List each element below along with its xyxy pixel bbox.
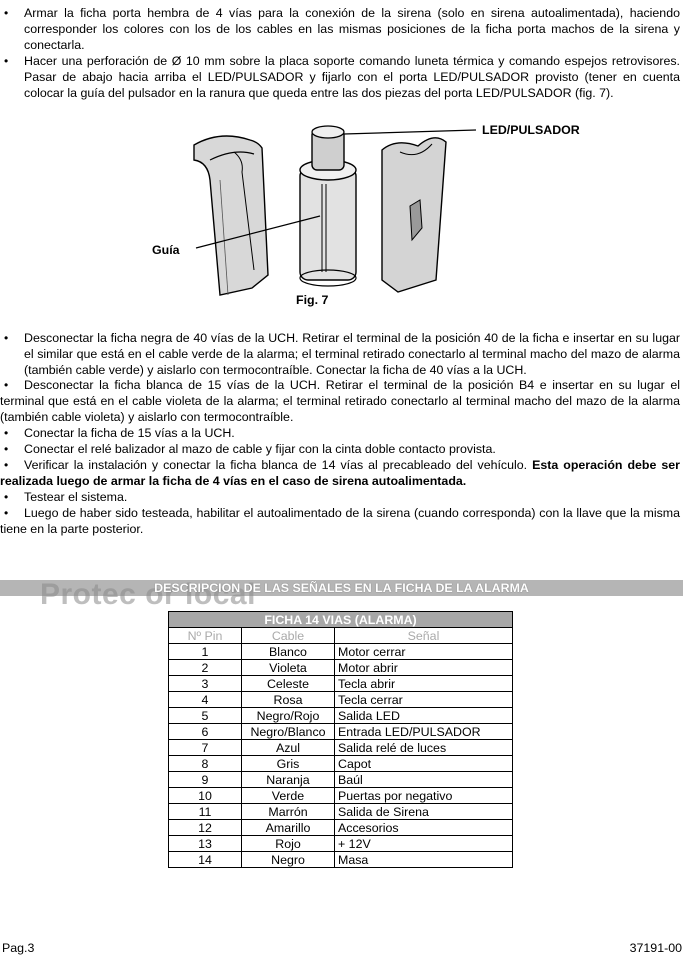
step-bold-note: Esta operación debe ser realizada luego de armar la ficha de 4 vías en el caso de sirena autoalimentada.	[0, 458, 680, 488]
table-row	[169, 772, 513, 788]
cell-pin: 11	[169, 804, 242, 820]
table-row	[169, 708, 513, 724]
table-row	[169, 660, 513, 676]
cell-pin: 3	[169, 676, 242, 692]
table-row	[169, 676, 513, 692]
figure-caption: Fig. 7	[296, 293, 329, 307]
cell-cable: Naranja	[242, 772, 335, 788]
table-row	[169, 756, 513, 772]
step-item	[0, 489, 680, 505]
cell-pin: 10	[169, 788, 242, 804]
cell-cable: Celeste	[242, 676, 335, 692]
banner-ghost-text: Protec or local	[40, 578, 256, 611]
step-text: Testear el sistema.	[24, 490, 128, 504]
led-pulsador-illustration	[150, 120, 610, 320]
cell-cable: Gris	[242, 756, 335, 772]
table-row	[169, 692, 513, 708]
cell-cable: Amarillo	[242, 820, 335, 836]
cell-cable: Rosa	[242, 692, 335, 708]
cell-pin: 8	[169, 756, 242, 772]
pin-table	[168, 611, 513, 868]
cell-senal: Salida LED	[335, 708, 513, 724]
cell-pin: 14	[169, 852, 242, 868]
cell-pin: 4	[169, 692, 242, 708]
cell-pin: 1	[169, 644, 242, 660]
bullet-dot: •	[4, 442, 9, 456]
page-number: Pag.3	[2, 941, 35, 955]
step-text: Desconectar la ficha blanca de 15 vías de la UCH. Retirar el terminal de la posición B4 e insertar en su lugar el terminal que está en el cable violeta de la alarma; el terminal retirado conectarlo al terminal macho del mazo de la alarma (también cable violeta) y aislarlo con termocontraíble.	[0, 378, 680, 424]
table-row	[169, 820, 513, 836]
cell-senal: Tecla cerrar	[335, 692, 513, 708]
cell-pin: 13	[169, 836, 242, 852]
table-row	[169, 740, 513, 756]
cell-senal: Capot	[335, 756, 513, 772]
column-header-cable: Cable	[242, 628, 335, 644]
table-title: FICHA 14 VIAS (ALARMA)	[169, 612, 513, 628]
bullet-dot: •	[4, 6, 9, 20]
step-item	[0, 377, 680, 425]
table-row	[169, 804, 513, 820]
table-row	[169, 788, 513, 804]
label-guia: Guía	[152, 243, 180, 257]
cell-cable: Violeta	[242, 660, 335, 676]
step-text: Luego de haber sido testeada, habilitar el autoalimentado de la sirena (cuando corresponda) con la llave que la misma tiene en la parte posterior.	[0, 506, 680, 536]
column-header-senal: Señal	[335, 628, 513, 644]
step-text: Conectar el relé balizador al mazo de cable y fijar con la cinta doble contacto provista.	[24, 442, 496, 456]
cell-cable: Azul	[242, 740, 335, 756]
table-row	[169, 852, 513, 868]
cell-senal: Salida relé de luces	[335, 740, 513, 756]
table-row	[169, 644, 513, 660]
column-header-pin: Nº Pin	[169, 628, 242, 644]
cell-cable: Negro/Rojo	[242, 708, 335, 724]
cell-senal: Puertas por negativo	[335, 788, 513, 804]
cell-senal: Motor cerrar	[335, 644, 513, 660]
cell-pin: 2	[169, 660, 242, 676]
cell-pin: 12	[169, 820, 242, 836]
step-text: Verificar la instalación y conectar la ficha blanca de 14 vías al precableado del vehículo.	[24, 458, 528, 472]
cell-cable: Verde	[242, 788, 335, 804]
bullet-item	[0, 5, 680, 53]
bullet-dot: •	[4, 54, 9, 68]
step-item	[0, 457, 680, 489]
step-text: Desconectar la ficha negra de 40 vías de la UCH. Retirar el terminal de la posición 40 de la ficha e insertar en su lugar el similar que está en el cable verde de la alarma; el terminal retirado conectarlo al terminal macho del mazo de alarma (también cable verde) y aislarlo con termocontraíble. Conectar la ficha de 40 vías a la UCH.	[24, 331, 680, 377]
cell-pin: 9	[169, 772, 242, 788]
bullet-text: Armar la ficha porta hembra de 4 vías para la conexión de la sirena (solo en sirena autoalimentada), haciendo corresponder los colores con los de los cables en las mismas posiciones de la ficha porta machos de la sirena y conectarla.	[24, 6, 680, 52]
table-row	[169, 836, 513, 852]
step-item	[0, 425, 680, 441]
section-title: DESCRIPCION DE LAS SEÑALES EN LA FICHA DE LA ALARMA	[154, 581, 529, 595]
cell-pin: 7	[169, 740, 242, 756]
cell-cable: Blanco	[242, 644, 335, 660]
step-item	[0, 441, 680, 457]
cell-pin: 6	[169, 724, 242, 740]
step-item	[0, 330, 680, 378]
cell-pin: 5	[169, 708, 242, 724]
document-code: 37191-00	[629, 941, 682, 955]
cell-senal: Masa	[335, 852, 513, 868]
cell-cable: Marrón	[242, 804, 335, 820]
bullet-dot: •	[4, 331, 9, 345]
bullet-dot: •	[4, 458, 9, 472]
bullet-item	[0, 53, 680, 101]
bullet-dot: •	[4, 426, 9, 440]
cell-senal: Baúl	[335, 772, 513, 788]
cell-cable: Negro	[242, 852, 335, 868]
cell-senal: + 12V	[335, 836, 513, 852]
table-body	[169, 644, 513, 868]
bullet-dot: •	[4, 506, 9, 520]
step-text: Conectar la ficha de 15 vías a la UCH.	[24, 426, 235, 440]
label-led-pulsador: LED/PULSADOR	[482, 123, 580, 137]
cell-cable: Negro/Blanco	[242, 724, 335, 740]
bullet-text: Hacer una perforación de Ø 10 mm sobre la placa soporte comando luneta térmica y comando espejos retrovisores. Pasar de abajo hacia arriba el LED/PULSADOR y fijarlo con el porta LED/PULSADOR provisto (tener en cuenta colocar la guía del pulsador en la ranura que queda entre las dos piezas del porta LED/PULSADOR (fig. 7).	[24, 54, 680, 100]
cell-senal: Motor abrir	[335, 660, 513, 676]
table-row	[169, 724, 513, 740]
cell-senal: Salida de Sirena	[335, 804, 513, 820]
cell-senal: Entrada LED/PULSADOR	[335, 724, 513, 740]
step-item	[0, 505, 680, 537]
bullet-dot: •	[4, 490, 9, 504]
bullet-dot: •	[4, 378, 9, 392]
cell-senal: Tecla abrir	[335, 676, 513, 692]
cell-senal: Accesorios	[335, 820, 513, 836]
cell-cable: Rojo	[242, 836, 335, 852]
figure-7	[150, 120, 610, 320]
